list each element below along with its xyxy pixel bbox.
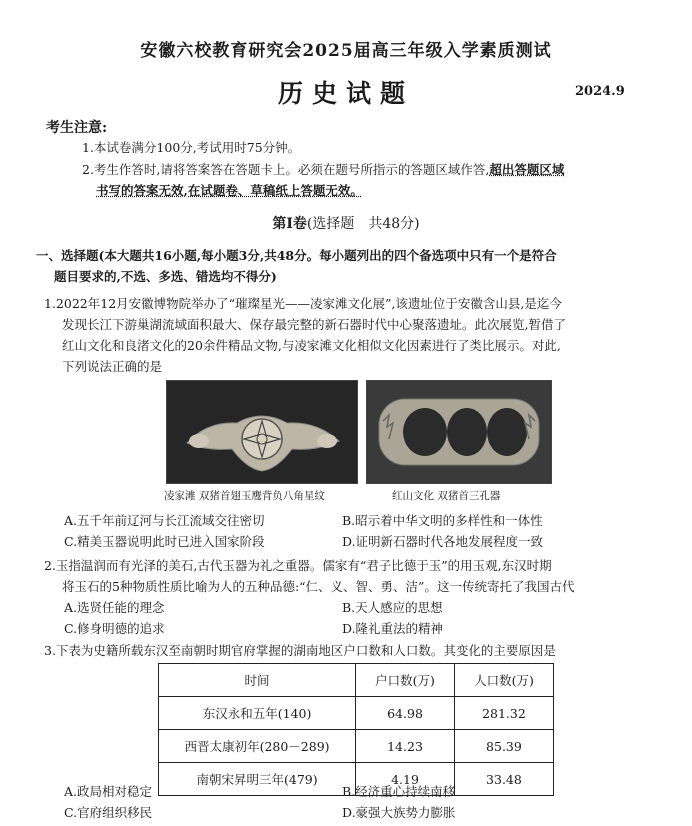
table-row bbox=[159, 730, 554, 763]
q1-image-hongshan-three-hole-jade bbox=[366, 380, 552, 484]
q1-stem-line3: 红山文化和良渚文化的20余件精品文物,与凌家滩文化相似文化因素进行了类比展示。对此, bbox=[62, 338, 561, 353]
q2-stem-line1: 2.玉指温润而有光泽的美石,古代玉器为礼之重器。儒家有“君子比德于玉”的用玉观,东汉时期 bbox=[44, 558, 552, 573]
notice-item-2-text: 2.考生作答时,请将答案答在答题卡上。必须在题号所指示的答题区域作答, bbox=[82, 162, 490, 177]
table-cell: 4.19 bbox=[356, 763, 455, 796]
q1-caption-left: 凌家滩 双猪首翅玉鹰背负八角星纹 bbox=[164, 490, 325, 502]
table-header-row bbox=[159, 664, 554, 697]
q1-caption-right: 红山文化 双猪首三孔器 bbox=[392, 490, 501, 502]
q1-image-lingjiatan-jade-eagle bbox=[166, 380, 358, 484]
table-row bbox=[159, 697, 554, 730]
section-title-main: 第Ⅰ卷 bbox=[272, 216, 307, 232]
part-instructions-1: 一、选择题(本大题共16小题,每小题3分,共48分。每小题列出的四个备选项中只有一个是符合 bbox=[36, 248, 557, 263]
q2-stem-line2: 将玉石的5种物质性质比喻为人的五种品德:“仁、义、智、勇、洁”。这一传统寄托了我国古代 bbox=[62, 579, 575, 594]
notice-item-2-emphasis: 超出答题区域 bbox=[489, 162, 565, 177]
q2-option-d: D.隆礼重法的精神 bbox=[342, 621, 444, 636]
page-title: 历史试题 bbox=[277, 79, 414, 108]
table-cell: 281.32 bbox=[454, 697, 553, 730]
part-instructions-2: 题目要求的,不选、多选、错选均不得分) bbox=[54, 269, 277, 284]
notice-item-2-cont: 书写的答案无效,在试题卷、草稿纸上答题无效。 bbox=[96, 183, 363, 198]
q3-option-c: C.官府组织移民 bbox=[64, 805, 153, 820]
q3-option-d: D.豪强大族势力膨胀 bbox=[342, 805, 456, 820]
notice-item-2 bbox=[82, 159, 662, 180]
q1-option-c: C.精美玉器说明此时已进入国家阶段 bbox=[64, 534, 265, 549]
table-cell: 东汉永和五年(140) bbox=[159, 697, 356, 730]
q3-option-a: A.政局相对稳定 bbox=[64, 784, 153, 799]
table-cell: 西晋太康初年(280－289) bbox=[159, 730, 356, 763]
section-title-sub: (选择题 共48分) bbox=[306, 216, 420, 232]
q2-option-a: A.选贤任能的理念 bbox=[64, 600, 165, 615]
table-cell: 南朝宋昇明三年(479) bbox=[159, 763, 356, 796]
notice-heading: 考生注意: bbox=[46, 120, 108, 136]
table-cell: 14.23 bbox=[356, 730, 455, 763]
q1-option-b: B.昭示着中华文明的多样性和一体性 bbox=[342, 513, 543, 528]
table-cell: 85.39 bbox=[454, 730, 553, 763]
section-title bbox=[0, 213, 692, 233]
q1-stem-line2: 发现长江下游巢湖流域面积最大、保存最完整的新石器时代中心聚落遗址。此次展览,暂借了 bbox=[62, 317, 566, 332]
q1-stem-line4: 下列说法正确的是 bbox=[62, 359, 163, 374]
q1-stem-line1: 1.2022年12月安徽博物院举办了“璀璨星光——凌家滩文化展”,该遗址位于安徽含山县,是迄今 bbox=[44, 296, 562, 311]
exam-date: 2024.9 bbox=[575, 84, 625, 99]
q1-option-a: A.五千年前辽河与长江流域交往密切 bbox=[64, 513, 265, 528]
q3-option-b: B.经济重心持续南移 bbox=[342, 784, 456, 799]
table-header-cell: 人口数(万) bbox=[454, 664, 553, 697]
table-header-cell: 时间 bbox=[159, 664, 356, 697]
table-header-cell: 户口数(万) bbox=[356, 664, 455, 697]
exam-header: 安徽六校教育研究会2025届高三年级入学素质测试 bbox=[140, 41, 552, 61]
q3-population-table bbox=[158, 663, 554, 796]
q1-option-d: D.证明新石器时代各地发展程度一致 bbox=[342, 534, 544, 549]
table-cell: 33.48 bbox=[454, 763, 553, 796]
notice-item-1: 1.本试卷满分100分,考试用时75分钟。 bbox=[82, 140, 301, 155]
q2-option-b: B.天人感应的思想 bbox=[342, 600, 443, 615]
q2-option-c: C.修身明德的追求 bbox=[64, 621, 165, 636]
table-cell: 64.98 bbox=[356, 697, 455, 730]
q3-stem-line1: 3.下表为史籍所载东汉至南朝时期官府掌握的湖南地区户口数和人口数。其变化的主要原因是 bbox=[44, 643, 556, 658]
